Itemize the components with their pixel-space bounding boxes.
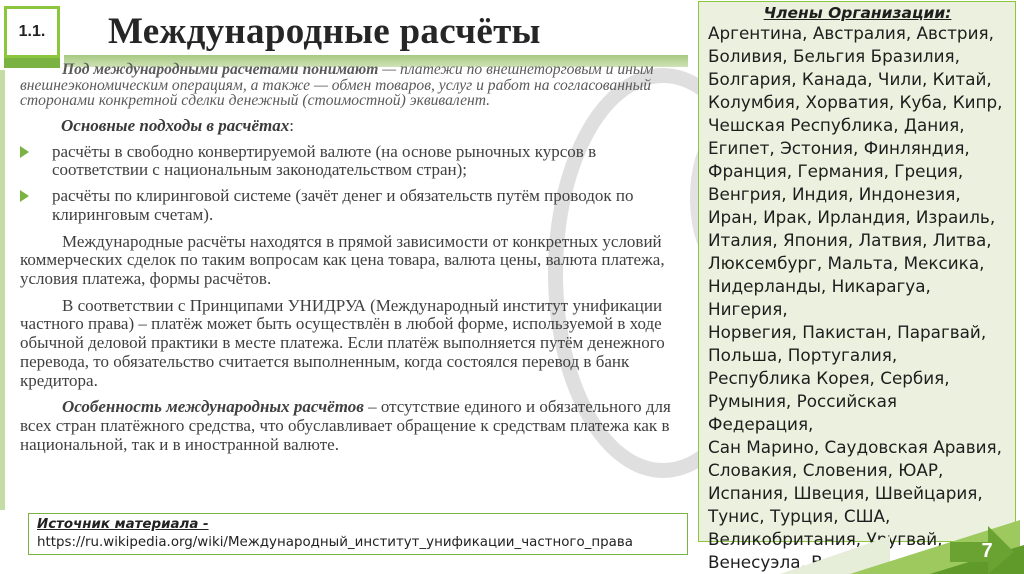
paragraph-feature <box>20 398 696 454</box>
members-line: Словакия, Словения, ЮАР, <box>708 460 944 480</box>
paragraph-unidroit: В соответствии с Принципами УНИДРУА (Международный институт унификации частного права) – платёж может быть осуществлён в любой форме, используемой в ходе обычной деловой практики в месте платежа. Если платёж выполняется путём денежного перевода, то обязательство считается выполненным, когда состоялся перевод в банк кредитора. <box>20 295 665 390</box>
members-line: Болгария, Канада, Чили, Китай, <box>708 69 992 89</box>
members-line: Боливия, Бельгия Бразилия, <box>708 46 960 66</box>
members-line: Венгрия, Индия, Индонезия, <box>708 184 961 204</box>
section-badge <box>4 6 60 58</box>
member-states-panel <box>698 1 1016 572</box>
members-line: Колумбия, Хорватия, Куба, Кипр, <box>708 92 1003 112</box>
bullet-text: расчёты по клиринговой системе (зачёт денег и обязательств путём проводок по клиринговым счетам). <box>52 186 634 224</box>
feature-lead: Особенность международных расчётов <box>62 397 364 417</box>
members-line: Италия, Япония, Латвия, Литва, <box>708 230 992 250</box>
members-line: Республика Корея, Сербия, <box>708 368 950 388</box>
bullet-arrow-icon <box>20 146 29 158</box>
members-line: Иран, Ирак, Ирландия, Израиль, <box>708 207 996 227</box>
intro-rest: — платежи по внешнеторговым и иным внешнеэкономическим операциям, а также — обмен товаров, услуг и работ на согласованный сторонами конкретной сделки денежный (стоимостной) эквивалент. <box>20 61 654 110</box>
feature-rest: – отсутствие единого и обязательного для всех стран платёжного средства, что обуславливает обращение к средствам платежа как в национальной, так и в иностранной валюте. <box>20 397 671 454</box>
members-line: Венесуэла, Ватикан. <box>708 552 891 572</box>
approaches-heading <box>61 116 696 136</box>
members-line: Великобритания, Уругвай, <box>708 529 943 549</box>
bullet-text: расчёты в свободно конвертируемой валюте (на основе рыночных курсов в соответствии с национальным законодательством стран); <box>52 141 597 180</box>
main-content <box>20 62 696 454</box>
members-line: Франция, Германия, Греция, <box>708 161 964 181</box>
members-line: Люксембург, Мальта, Мексика, <box>708 253 985 273</box>
members-line: Чешская Республика, Дания, <box>708 115 965 135</box>
approaches-heading-text: Основные подходы в расчётах <box>61 115 290 135</box>
intro-lead: Под международными расчетами понимают <box>62 61 379 78</box>
members-line: Сан Марино, Саудовская Аравия, <box>708 437 1002 457</box>
members-heading: Члены Организации: <box>763 4 952 22</box>
members-line: Польша, Португалия, <box>708 345 898 365</box>
left-accent-bar <box>0 70 5 510</box>
paragraph-dependency: Международные расчёты находятся в прямой зависимости от конкретных условий коммерческих сделок по таким вопросам как цена товара, валюта цены, валюта платежа, условия платежа, формы расчётов. <box>20 231 665 288</box>
source-label: Источник материала - <box>37 517 209 532</box>
members-line: Аргентина, Австралия, Австрия, <box>708 23 994 43</box>
bullet-item <box>20 143 696 180</box>
slide-title: Международные расчёты <box>108 11 541 52</box>
bullet-arrow-icon <box>20 190 29 202</box>
members-line: Нидерланды, Никарагуа, Нигерия, <box>708 276 931 319</box>
members-line: Испания, Швеция, Швейцария, <box>708 483 983 503</box>
intro-paragraph <box>20 62 696 109</box>
members-line: Норвегия, Пакистан, Парагвай, <box>708 322 987 342</box>
source-box <box>28 513 688 555</box>
members-line: Тунис, Турция, США, <box>708 506 891 526</box>
approaches-heading-colon: : <box>289 115 294 135</box>
section-number: 1.1. <box>18 23 46 40</box>
source-link[interactable]: https://ru.wikipedia.org/wiki/Международный_институт_унификации_частного_права <box>37 535 633 550</box>
bullet-item <box>20 187 696 224</box>
members-line: Египет, Эстония, Финляндия, <box>708 138 970 158</box>
page-number: 7 <box>981 540 993 562</box>
members-line: Румыния, Российская Федерация, <box>708 391 897 434</box>
